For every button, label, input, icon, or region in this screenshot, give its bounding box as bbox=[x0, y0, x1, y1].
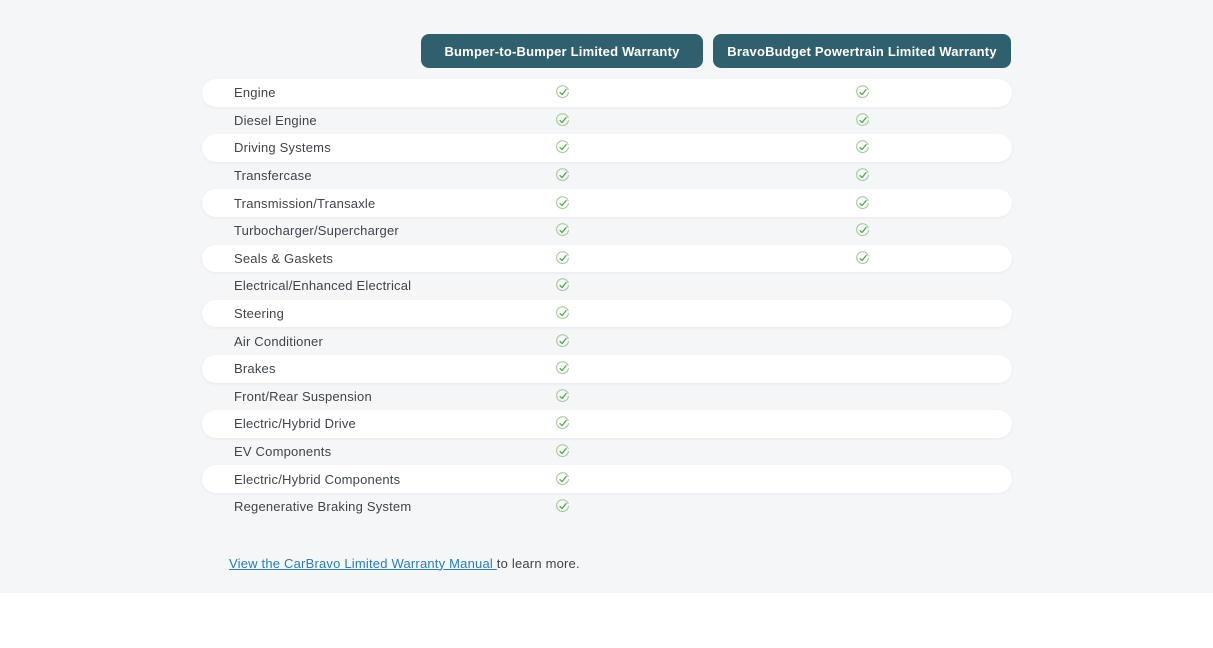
coverage-cell bbox=[412, 79, 712, 107]
table-row bbox=[202, 300, 1012, 328]
coverage-cell bbox=[412, 465, 712, 493]
table-row bbox=[202, 79, 1012, 107]
coverage-cell bbox=[712, 189, 1012, 217]
row-label: Turbocharger/Supercharger bbox=[234, 223, 399, 239]
check-circle-icon bbox=[555, 306, 570, 321]
coverage-cell bbox=[712, 162, 1012, 190]
footer-note-text: to learn more. bbox=[496, 555, 580, 571]
check-circle-icon bbox=[855, 113, 870, 128]
row-label: Electrical/Enhanced Electrical bbox=[234, 278, 412, 294]
coverage-cell bbox=[712, 272, 1012, 300]
row-label: Air Conditioner bbox=[234, 333, 323, 349]
check-circle-icon bbox=[555, 389, 570, 404]
coverage-cell bbox=[412, 300, 712, 328]
table-row bbox=[202, 410, 1012, 438]
row-label: EV Components bbox=[234, 444, 332, 460]
table-row bbox=[202, 162, 1012, 190]
table-row bbox=[202, 107, 1012, 135]
coverage-cell bbox=[712, 438, 1012, 466]
coverage-cell bbox=[412, 410, 712, 438]
coverage-cell bbox=[712, 79, 1012, 107]
row-label: Regenerative Braking System bbox=[234, 499, 412, 515]
row-label: Electric/Hybrid Drive bbox=[234, 416, 356, 432]
table-row bbox=[202, 493, 1012, 521]
coverage-cell bbox=[712, 107, 1012, 135]
table-row bbox=[202, 245, 1012, 273]
table-row bbox=[202, 438, 1012, 466]
coverage-cell bbox=[412, 493, 712, 521]
coverage-cell bbox=[412, 189, 712, 217]
check-circle-icon bbox=[555, 140, 570, 155]
row-label: Brakes bbox=[234, 361, 276, 377]
check-circle-icon bbox=[555, 361, 570, 376]
coverage-cell bbox=[712, 327, 1012, 355]
warranty-table bbox=[202, 79, 1012, 521]
coverage-cell bbox=[712, 355, 1012, 383]
row-label: Driving Systems bbox=[234, 140, 331, 156]
coverage-cell bbox=[712, 383, 1012, 411]
row-label: Seals & Gaskets bbox=[234, 250, 334, 266]
row-label: Transfercase bbox=[234, 168, 312, 184]
check-circle-icon bbox=[555, 472, 570, 487]
coverage-cell bbox=[712, 410, 1012, 438]
table-row bbox=[202, 383, 1012, 411]
check-circle-icon bbox=[855, 140, 870, 155]
bottom-white-strip bbox=[0, 593, 1213, 648]
table-row bbox=[202, 189, 1012, 217]
check-circle-icon bbox=[555, 251, 570, 266]
check-circle-icon bbox=[855, 196, 870, 211]
coverage-cell bbox=[712, 493, 1012, 521]
bumper-to-bumper-warranty-button[interactable]: Bumper-to-Bumper Limited Warranty bbox=[421, 34, 703, 68]
check-circle-icon bbox=[555, 113, 570, 128]
row-label: Engine bbox=[234, 85, 276, 101]
table-row bbox=[202, 465, 1012, 493]
check-circle-icon bbox=[555, 499, 570, 514]
table-row bbox=[202, 355, 1012, 383]
table-row bbox=[202, 217, 1012, 245]
check-circle-icon bbox=[855, 168, 870, 183]
check-circle-icon bbox=[555, 223, 570, 238]
footer-note bbox=[229, 556, 1012, 571]
check-circle-icon bbox=[855, 223, 870, 238]
warranty-manual-link[interactable]: View the CarBravo Limited Warranty Manual bbox=[229, 555, 497, 571]
check-circle-icon bbox=[555, 444, 570, 459]
coverage-cell bbox=[412, 438, 712, 466]
check-circle-icon bbox=[855, 251, 870, 266]
row-label: Diesel Engine bbox=[234, 112, 317, 128]
coverage-cell bbox=[412, 327, 712, 355]
check-circle-icon bbox=[555, 334, 570, 349]
coverage-cell bbox=[412, 162, 712, 190]
coverage-cell bbox=[412, 134, 712, 162]
row-label: Transmission/Transaxle bbox=[234, 195, 376, 211]
powertrain-warranty-button[interactable]: BravoBudget Powertrain Limited Warranty bbox=[713, 34, 1011, 68]
check-circle-icon bbox=[555, 168, 570, 183]
coverage-cell bbox=[712, 465, 1012, 493]
row-label: Steering bbox=[234, 306, 285, 322]
table-row bbox=[202, 327, 1012, 355]
check-circle-icon bbox=[555, 196, 570, 211]
coverage-cell bbox=[712, 300, 1012, 328]
coverage-cell bbox=[412, 245, 712, 273]
check-circle-icon bbox=[555, 85, 570, 100]
coverage-cell bbox=[412, 383, 712, 411]
coverage-cell bbox=[412, 107, 712, 135]
coverage-cell bbox=[712, 134, 1012, 162]
table-row bbox=[202, 134, 1012, 162]
header-spacer bbox=[202, 34, 412, 68]
coverage-cell bbox=[412, 355, 712, 383]
table-header-row bbox=[202, 34, 1012, 68]
row-label: Electric/Hybrid Components bbox=[234, 471, 401, 487]
coverage-cell bbox=[412, 272, 712, 300]
table-row bbox=[202, 272, 1012, 300]
coverage-cell bbox=[412, 217, 712, 245]
check-circle-icon bbox=[855, 85, 870, 100]
check-circle-icon bbox=[555, 416, 570, 431]
row-label: Front/Rear Suspension bbox=[234, 388, 372, 404]
check-circle-icon bbox=[555, 278, 570, 293]
coverage-cell bbox=[712, 245, 1012, 273]
coverage-cell bbox=[712, 217, 1012, 245]
